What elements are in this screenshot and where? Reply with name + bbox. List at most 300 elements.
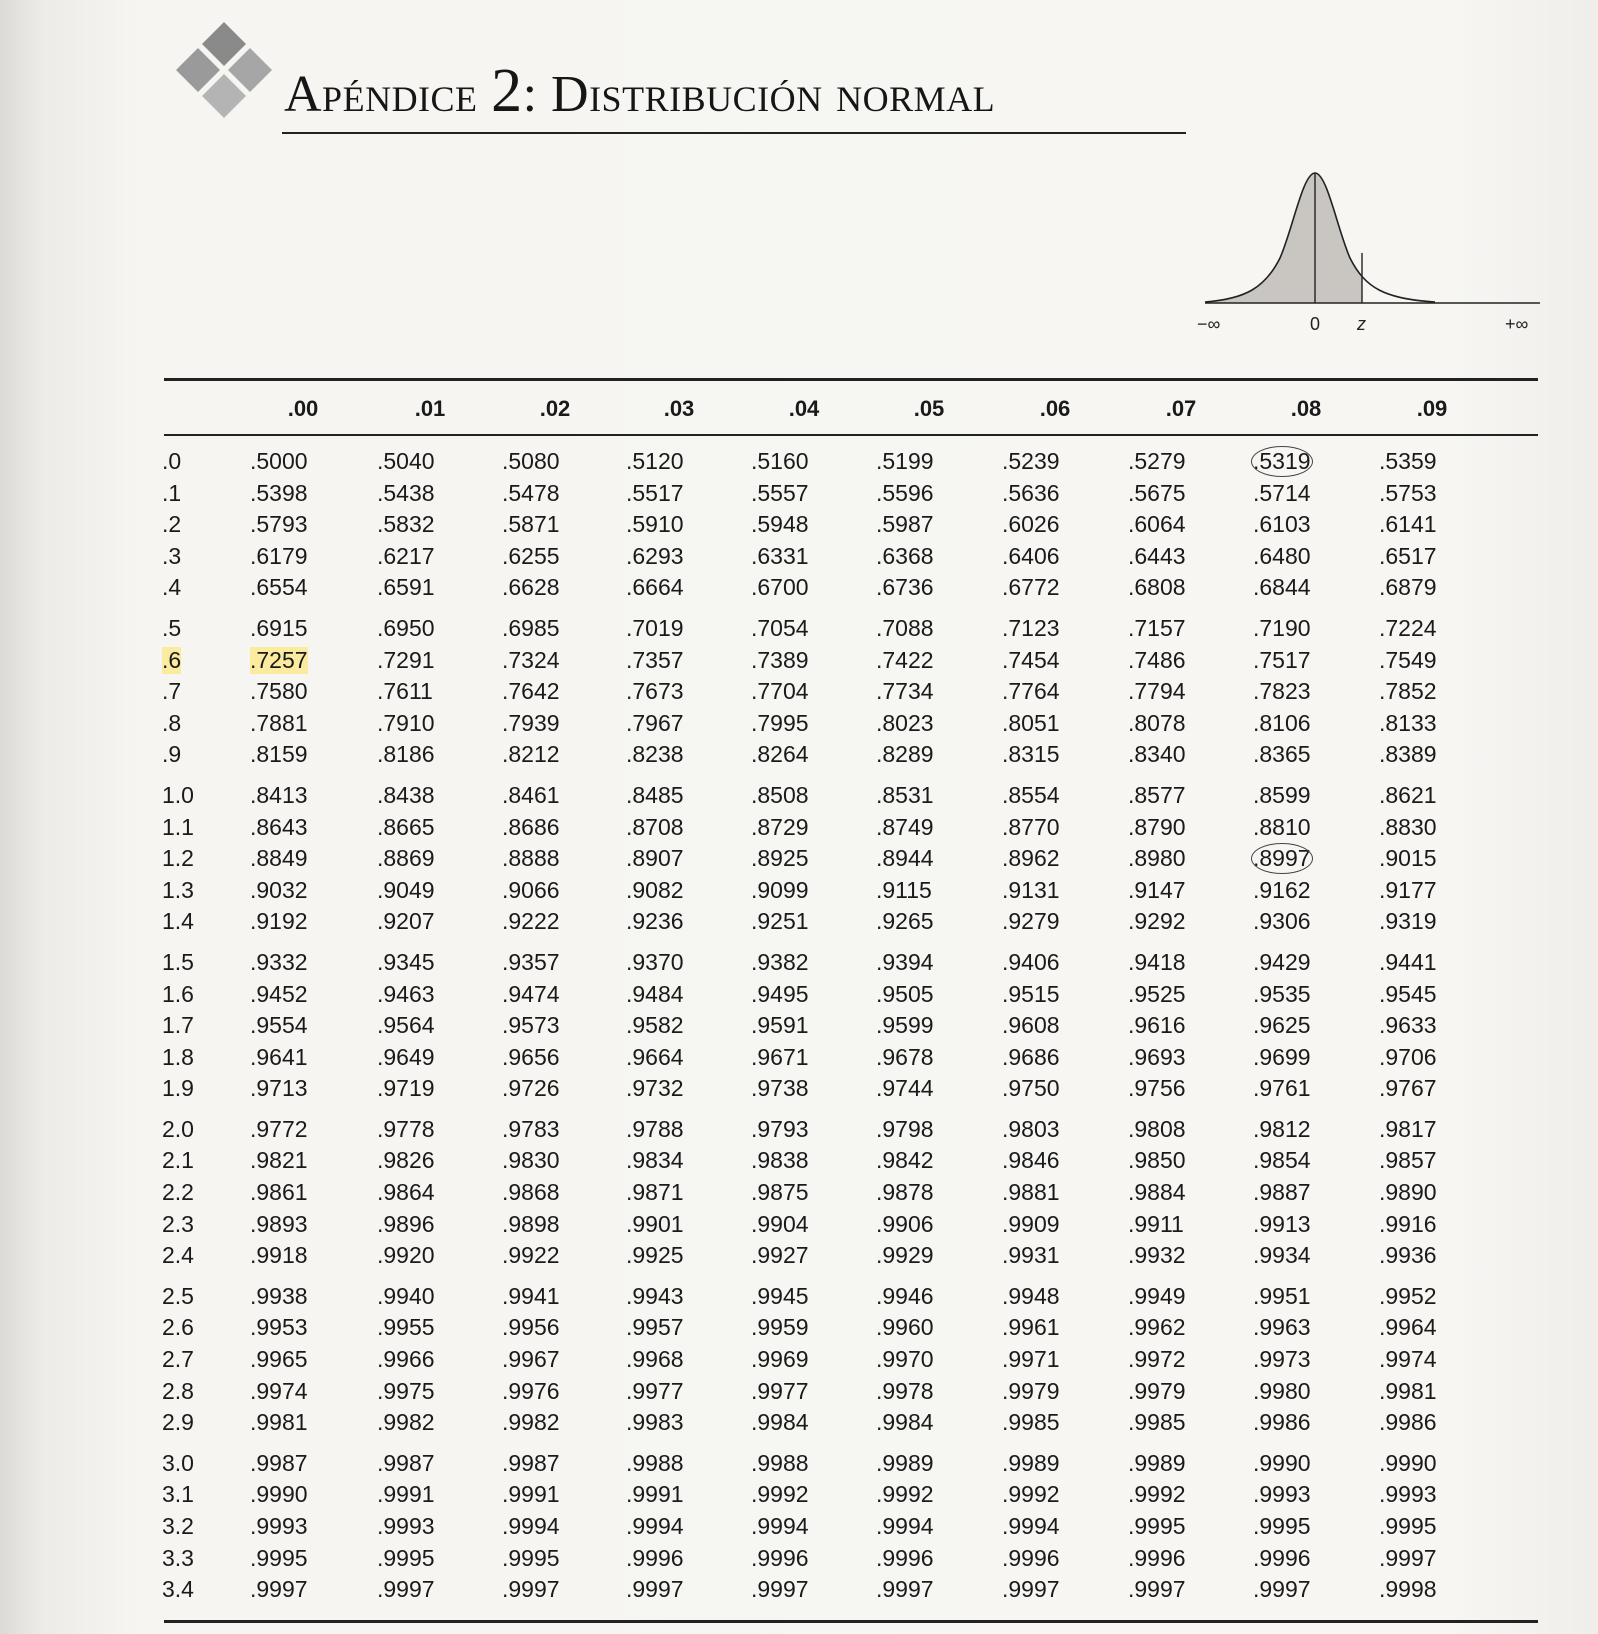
table-row (160, 1314, 1540, 1346)
table-cell: .9236 (626, 908, 684, 935)
table-cell: .9987 (377, 1449, 435, 1476)
table-cell: .9147 (1128, 876, 1186, 903)
table-cell: .9992 (751, 1481, 809, 1508)
table-row (160, 678, 1540, 710)
table-cell: .9991 (502, 1481, 560, 1508)
table-cell: .9306 (1253, 908, 1311, 935)
table-cell: .9842 (876, 1147, 934, 1174)
table-cell: .9996 (1253, 1544, 1311, 1571)
table-cell: .9901 (626, 1210, 684, 1237)
table-top-rule (164, 378, 1538, 381)
table-cell: .6772 (1002, 574, 1060, 601)
table-cell: .8531 (876, 781, 934, 808)
table-cell: .8869 (377, 845, 435, 872)
table-cell: .5359 (1379, 448, 1437, 474)
table-cell: .9994 (876, 1513, 934, 1539)
table-cell: .9783 (502, 1115, 560, 1142)
column-header: .08 (1290, 396, 1322, 421)
z-row-label: 1.7 (162, 1012, 194, 1039)
table-cell: .9970 (876, 1346, 934, 1373)
z-row-label: 1.6 (162, 980, 194, 1007)
table-cell: .9664 (626, 1043, 684, 1070)
table-cell: .9564 (377, 1012, 435, 1039)
table-cell: .9996 (626, 1544, 684, 1571)
table-cell: .9990 (1379, 1449, 1437, 1476)
table-cell: .9032 (250, 876, 308, 903)
table-cell: .9965 (250, 1346, 308, 1373)
table-cell: .9987 (250, 1449, 308, 1476)
table-cell: .8340 (1128, 741, 1186, 768)
table-bottom-rule (164, 1620, 1538, 1623)
table-cell: .9986 (1379, 1409, 1437, 1436)
table-cell: .6985 (502, 614, 560, 641)
table-cell: .5948 (751, 511, 809, 538)
table-cell: .7291 (377, 646, 435, 673)
table-cell: .9946 (876, 1282, 934, 1309)
table-cell: .9864 (377, 1179, 435, 1206)
table-cell: .6480 (1253, 542, 1311, 569)
table-cell: .5120 (626, 448, 684, 474)
table-cell: .9830 (502, 1147, 560, 1174)
table-cell: .9978 (876, 1377, 934, 1404)
table-cell: .7967 (626, 709, 684, 736)
table-cell: .6368 (876, 542, 934, 569)
table-cell: .6517 (1379, 542, 1437, 569)
table-cell: .9881 (1002, 1179, 1060, 1206)
table-cell: .9979 (1128, 1377, 1186, 1404)
table-cell: .7389 (751, 646, 809, 673)
table-cell: .9951 (1253, 1282, 1311, 1309)
table-cell: .9678 (876, 1043, 934, 1070)
table-cell: .9515 (1002, 980, 1060, 1007)
table-cell: .9719 (377, 1075, 435, 1102)
table-cell: .9887 (1253, 1179, 1311, 1206)
table-cell: .8980 (1128, 845, 1186, 872)
table-cell: .9972 (1128, 1346, 1186, 1373)
z-row-label: .3 (162, 542, 182, 569)
table-cell: .9987 (502, 1449, 560, 1476)
table-row (160, 1075, 1540, 1107)
table-cell: .9975 (377, 1377, 435, 1404)
table-cell: .7580 (250, 678, 308, 705)
table-cell: .9693 (1128, 1043, 1186, 1070)
table-cell: .9994 (751, 1513, 809, 1539)
z-row-label: 1.0 (162, 781, 194, 808)
table-cell: .5557 (751, 479, 809, 506)
table-cell: .8770 (1002, 813, 1060, 840)
table-cell: .7734 (876, 678, 934, 705)
table-cell: .9990 (250, 1481, 308, 1508)
table-cell: .9938 (250, 1282, 308, 1309)
table-row (160, 1378, 1540, 1410)
table-cell: .9943 (626, 1282, 684, 1309)
table-cell: .8461 (502, 781, 560, 808)
table-cell: .9956 (502, 1314, 560, 1341)
table-cell: .7224 (1379, 614, 1437, 641)
table-cell: .9545 (1379, 980, 1437, 1007)
table-cell: .9995 (1379, 1513, 1437, 1539)
table-cell: .9953 (250, 1314, 308, 1341)
table-cell: .9955 (377, 1314, 435, 1341)
table-cell: .8159 (250, 741, 308, 768)
table-cell: .7454 (1002, 646, 1060, 673)
table-cell: .9861 (250, 1179, 308, 1206)
table-cell: .9940 (377, 1282, 435, 1309)
table-cell: .9857 (1379, 1147, 1437, 1174)
table-cell: .7704 (751, 678, 809, 705)
table-cell: .5199 (876, 448, 934, 474)
table-cell: .7486 (1128, 646, 1186, 673)
table-cell: .9265 (876, 908, 934, 935)
table-cell: .8708 (626, 813, 684, 840)
table-cell: .9948 (1002, 1282, 1060, 1309)
table-cell: .9772 (250, 1115, 308, 1142)
table-cell: .9989 (1128, 1449, 1186, 1476)
table-cell: .9131 (1002, 876, 1060, 903)
table-cell: .9826 (377, 1147, 435, 1174)
table-cell: .9977 (751, 1377, 809, 1404)
table-cell: .6217 (377, 542, 435, 569)
table-cell: .9997 (1002, 1576, 1060, 1603)
table-cell: .9767 (1379, 1075, 1437, 1102)
table-cell: .9793 (751, 1115, 809, 1142)
table-cell: .9177 (1379, 876, 1437, 903)
table-cell: .6406 (1002, 542, 1060, 569)
table-cell: .9962 (1128, 1314, 1186, 1341)
table-cell: .9884 (1128, 1179, 1186, 1206)
table-cell: .9292 (1128, 908, 1186, 935)
z-row-label: 3.3 (162, 1544, 194, 1571)
table-cell: .9993 (250, 1513, 308, 1539)
table-cell: .9994 (626, 1513, 684, 1539)
table-cell: .5753 (1379, 479, 1437, 506)
table-cell: .6950 (377, 614, 435, 641)
table-cell: .9625 (1253, 1012, 1311, 1039)
table-cell: .9990 (1253, 1449, 1311, 1476)
table-cell: .9162 (1253, 876, 1311, 903)
table-cell: .7088 (876, 614, 934, 641)
table-cell: .7324 (502, 646, 560, 673)
table-cell: .8962 (1002, 845, 1060, 872)
z-label: z (1357, 314, 1366, 334)
table-cell: .9834 (626, 1147, 684, 1174)
normal-curve-figure (1197, 168, 1540, 350)
table-cell: .5910 (626, 511, 684, 538)
table-cell: .9099 (751, 876, 809, 903)
table-row (160, 1481, 1540, 1513)
table-cell: .7054 (751, 614, 809, 641)
table-row (160, 543, 1540, 575)
table-cell: .7517 (1253, 646, 1311, 673)
table-cell: .6879 (1379, 574, 1437, 601)
table-cell: .9671 (751, 1043, 809, 1070)
table-cell: .9934 (1253, 1242, 1311, 1269)
table-cell: .8238 (626, 741, 684, 768)
table-cell: .9893 (250, 1210, 308, 1237)
table-cell: .6064 (1128, 511, 1186, 538)
table-cell: .8888 (502, 845, 560, 872)
table-cell: .8186 (377, 741, 435, 768)
table-cell: .8599 (1253, 781, 1311, 808)
table-row (160, 1211, 1540, 1243)
z-row-label: 1.2 (162, 845, 194, 872)
z-row-label: 1.1 (162, 813, 194, 840)
table-cell: .5438 (377, 479, 435, 506)
z-table (160, 448, 1540, 1608)
table-cell: .9906 (876, 1210, 934, 1237)
table-cell: .6915 (250, 614, 308, 641)
table-row (160, 845, 1540, 877)
table-cell: .9995 (377, 1544, 435, 1571)
table-cell: .8289 (876, 741, 934, 768)
table-cell: .9649 (377, 1043, 435, 1070)
table-cell: .9977 (626, 1377, 684, 1404)
table-cell: .5319 (1253, 448, 1311, 474)
table-cell: .9931 (1002, 1242, 1060, 1269)
z-row-label: 2.0 (162, 1115, 194, 1142)
table-cell: .5478 (502, 479, 560, 506)
table-cell: .9115 (876, 876, 932, 903)
table-cell: .9591 (751, 1012, 809, 1039)
table-cell: .9452 (250, 980, 308, 1007)
table-cell: .9927 (751, 1242, 809, 1269)
column-header: .06 (1039, 396, 1071, 421)
table-cell: .8577 (1128, 781, 1186, 808)
table-row (160, 1545, 1540, 1577)
z-row-label: 2.8 (162, 1377, 194, 1404)
table-cell: .9525 (1128, 980, 1186, 1007)
table-cell: .9878 (876, 1179, 934, 1206)
z-row-label: 2.3 (162, 1210, 194, 1237)
table-cell: .9441 (1379, 948, 1437, 975)
table-cell: .9850 (1128, 1147, 1186, 1174)
table-cell: .6103 (1253, 511, 1311, 538)
table-cell: .9738 (751, 1075, 809, 1102)
table-cell: .9974 (250, 1377, 308, 1404)
table-cell: .9192 (250, 908, 308, 935)
table-cell: .9976 (502, 1377, 560, 1404)
table-cell: .9979 (1002, 1377, 1060, 1404)
table-cell: .9222 (502, 908, 560, 935)
z-row-label: 2.5 (162, 1282, 194, 1309)
table-cell: .7995 (751, 709, 809, 736)
table-cell: .7939 (502, 709, 560, 736)
column-header: .04 (788, 396, 820, 421)
table-cell: .9803 (1002, 1115, 1060, 1142)
table-cell: .9916 (1379, 1210, 1437, 1237)
table-row (160, 741, 1540, 773)
table-cell: .9082 (626, 876, 684, 903)
table-cell: .9993 (377, 1513, 435, 1539)
z-row-label: 2.4 (162, 1242, 194, 1269)
table-cell: .9974 (1379, 1346, 1437, 1373)
table-cell: .9484 (626, 980, 684, 1007)
table-row (160, 949, 1540, 981)
table-cell: .9913 (1253, 1210, 1311, 1237)
zero-label: 0 (1310, 314, 1321, 334)
table-cell: .9997 (1128, 1576, 1186, 1603)
table-cell: .8665 (377, 813, 435, 840)
table-cell: .8997 (1253, 845, 1311, 872)
table-cell: .9732 (626, 1075, 684, 1102)
table-cell: .9582 (626, 1012, 684, 1039)
table-cell: .8508 (751, 781, 809, 808)
z-row-label: 3.2 (162, 1513, 194, 1539)
table-row (160, 1044, 1540, 1076)
z-row-label: 1.9 (162, 1075, 194, 1102)
table-cell: .8438 (377, 781, 435, 808)
z-row-label: 2.2 (162, 1179, 194, 1206)
table-cell: .8944 (876, 845, 934, 872)
table-cell: .9656 (502, 1043, 560, 1070)
table-cell: .8315 (1002, 741, 1060, 768)
table-cell: .9922 (502, 1242, 560, 1269)
table-row (160, 1012, 1540, 1044)
table-cell: .9573 (502, 1012, 560, 1039)
table-cell: .9941 (502, 1282, 560, 1309)
table-cell: .9997 (250, 1576, 308, 1603)
table-cell: .9980 (1253, 1377, 1311, 1404)
table-cell: .7157 (1128, 614, 1186, 641)
table-cell: .6664 (626, 574, 684, 601)
table-row (160, 1450, 1540, 1482)
table-cell: .9418 (1128, 948, 1186, 975)
z-row-label: 1.3 (162, 876, 194, 903)
table-cell: .6331 (751, 542, 809, 569)
table-row (160, 448, 1540, 480)
table-cell: .9952 (1379, 1282, 1437, 1309)
table-cell: .9251 (751, 908, 809, 935)
diamond-logo-icon (168, 20, 280, 132)
table-cell: .9641 (250, 1043, 308, 1070)
z-row-label: .9 (162, 741, 182, 768)
table-cell: .9973 (1253, 1346, 1311, 1373)
table-cell: .9995 (250, 1544, 308, 1571)
table-cell: .9817 (1379, 1115, 1437, 1142)
table-cell: .7852 (1379, 678, 1437, 705)
table-cell: .9554 (250, 1012, 308, 1039)
table-cell: .9996 (1128, 1544, 1186, 1571)
table-row (160, 647, 1540, 679)
table-cell: .7642 (502, 678, 560, 705)
table-cell: .9997 (1253, 1576, 1311, 1603)
table-cell: .9616 (1128, 1012, 1186, 1039)
table-cell: .8106 (1253, 709, 1311, 736)
table-cell: .9382 (751, 948, 809, 975)
table-cell: .9997 (751, 1576, 809, 1603)
z-row-label: 2.6 (162, 1314, 194, 1341)
table-cell: .9997 (502, 1576, 560, 1603)
table-cell: .6628 (502, 574, 560, 601)
table-cell: .6844 (1253, 574, 1311, 601)
table-cell: .9995 (1253, 1513, 1311, 1539)
table-row (160, 877, 1540, 909)
table-cell: .9066 (502, 876, 560, 903)
table-cell: .9991 (626, 1481, 684, 1508)
table-cell: .8749 (876, 813, 934, 840)
table-cell: .5398 (250, 479, 308, 506)
table-cell: .9406 (1002, 948, 1060, 975)
table-cell: .7549 (1379, 646, 1437, 673)
table-cell: .9929 (876, 1242, 934, 1269)
table-cell: .7881 (250, 709, 308, 736)
table-cell: .9332 (250, 948, 308, 975)
table-cell: .9988 (751, 1449, 809, 1476)
table-cell: .9920 (377, 1242, 435, 1269)
table-cell: .9981 (1379, 1377, 1437, 1404)
table-row (160, 1409, 1540, 1441)
table-cell: .9961 (1002, 1314, 1060, 1341)
table-cell: .9984 (876, 1409, 934, 1436)
table-cell: .9911 (1128, 1210, 1184, 1237)
table-cell: .7611 (377, 678, 433, 705)
table-cell: .9996 (1002, 1544, 1060, 1571)
table-cell: .9994 (502, 1513, 560, 1539)
table-cell: .8849 (250, 845, 308, 872)
table-cell: .8078 (1128, 709, 1186, 736)
table-cell: .9992 (1128, 1481, 1186, 1508)
table-cell: .5279 (1128, 448, 1186, 474)
table-cell: .9949 (1128, 1282, 1186, 1309)
table-cell: .9996 (751, 1544, 809, 1571)
table-cell: .9995 (502, 1544, 560, 1571)
table-cell: .6293 (626, 542, 684, 569)
table-cell: .8051 (1002, 709, 1060, 736)
table-cell: .6808 (1128, 574, 1186, 601)
table-cell: .9936 (1379, 1242, 1437, 1269)
table-cell: .9993 (1379, 1481, 1437, 1508)
table-cell: .7019 (626, 614, 684, 641)
table-row (160, 814, 1540, 846)
table-cell: .9985 (1128, 1409, 1186, 1436)
table-cell: .9991 (377, 1481, 435, 1508)
table-cell: .9890 (1379, 1179, 1437, 1206)
table-cell: .7910 (377, 709, 435, 736)
table-cell: .5987 (876, 511, 934, 538)
table-cell: .8133 (1379, 709, 1437, 736)
table-cell: .9706 (1379, 1043, 1437, 1070)
table-cell: .5239 (1002, 448, 1060, 474)
table-cell: .9918 (250, 1242, 308, 1269)
z-row-label: 3.1 (162, 1481, 194, 1508)
table-cell: .9686 (1002, 1043, 1060, 1070)
table-cell: .9838 (751, 1147, 809, 1174)
table-cell: .9967 (502, 1346, 560, 1373)
table-cell: .8621 (1379, 781, 1437, 808)
table-cell: .9207 (377, 908, 435, 935)
table-cell: .5040 (377, 448, 435, 474)
z-row-label: .0 (162, 448, 182, 474)
table-cell: .6179 (250, 542, 308, 569)
table-cell: .5160 (751, 448, 809, 474)
table-cell: .9932 (1128, 1242, 1186, 1269)
table-cell: .9983 (626, 1409, 684, 1436)
table-cell: .9963 (1253, 1314, 1311, 1341)
table-cell: .9713 (250, 1075, 308, 1102)
table-cell: .9015 (1379, 845, 1437, 872)
table-cell: .9992 (1002, 1481, 1060, 1508)
table-cell: .9875 (751, 1179, 809, 1206)
table-cell: .6591 (377, 574, 435, 601)
z-row-label: .7 (162, 678, 182, 705)
table-cell: .9633 (1379, 1012, 1437, 1039)
table-cell: .9998 (1379, 1576, 1437, 1603)
table-cell: .6443 (1128, 542, 1186, 569)
table-cell: .5000 (250, 448, 308, 474)
table-cell: .5871 (502, 511, 560, 538)
column-header: .05 (913, 396, 945, 421)
table-cell: .9750 (1002, 1075, 1060, 1102)
